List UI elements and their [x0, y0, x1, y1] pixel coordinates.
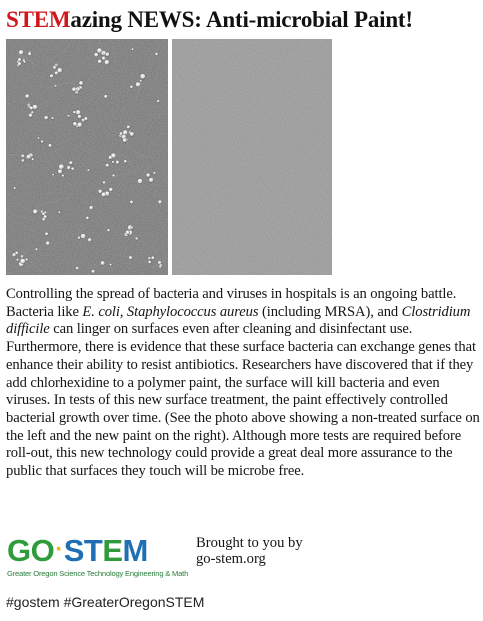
untreated-surface-photo: [6, 39, 168, 275]
credit-link[interactable]: go-stem.org: [196, 551, 266, 567]
article-text-1: Controlling the spread of bacteria and viruses in hospitals is an ongoing battle. Bacteria like: [6, 286, 457, 320]
credit-line: Brought to you by: [196, 535, 303, 551]
article-ecoli: E. coli: [82, 303, 120, 320]
treated-surface-photo: [172, 39, 332, 275]
headline-stem: STEM: [6, 7, 71, 32]
credit: [196, 535, 303, 567]
logo-st: ST: [63, 533, 103, 568]
headline-title: azing NEWS: Anti-microbial Paint!: [70, 7, 413, 32]
logo-e: E: [102, 533, 123, 568]
article-staph: Staphylococcus aureus: [126, 303, 259, 320]
article-cdiff: Clostridium difficile: [6, 303, 471, 338]
article-text-2: (including MRSA), and: [258, 303, 402, 320]
article-comma: ,: [119, 303, 127, 320]
logo-dot: ·: [55, 536, 63, 563]
hashtags: #gostem #GreaterOregonSTEM: [6, 594, 205, 610]
logo-tagline: Greater Oregon Science Technology Engineering & Math: [7, 569, 189, 578]
headline: [6, 6, 413, 34]
go-stem-logo-wordmark: [7, 534, 148, 571]
article-body: [6, 286, 482, 481]
logo-go: GO: [7, 533, 55, 568]
logo-m: M: [122, 533, 148, 568]
article-text-3: can linger on surfaces even after cleaning and disinfectant use. Furthermore, there is evidence that these surface bacteria can exchange genes that enhance their ability to resist antibiotics. Researchers have discovered that if they add chlorhexidine to a polymer paint, the surface will kill bacteria and even viruses. In tests of this new surface treatment, the paint effectively controlled bacterial growth over time. (See the photo above showing a non-treated surface on the left and the new paint on the right). Although more tests are required before roll-out, this new technology could provide a great deal more assurance to the public that surfaces they touch will be microbe free.: [6, 321, 480, 480]
go-stem-logo: [6, 533, 189, 582]
